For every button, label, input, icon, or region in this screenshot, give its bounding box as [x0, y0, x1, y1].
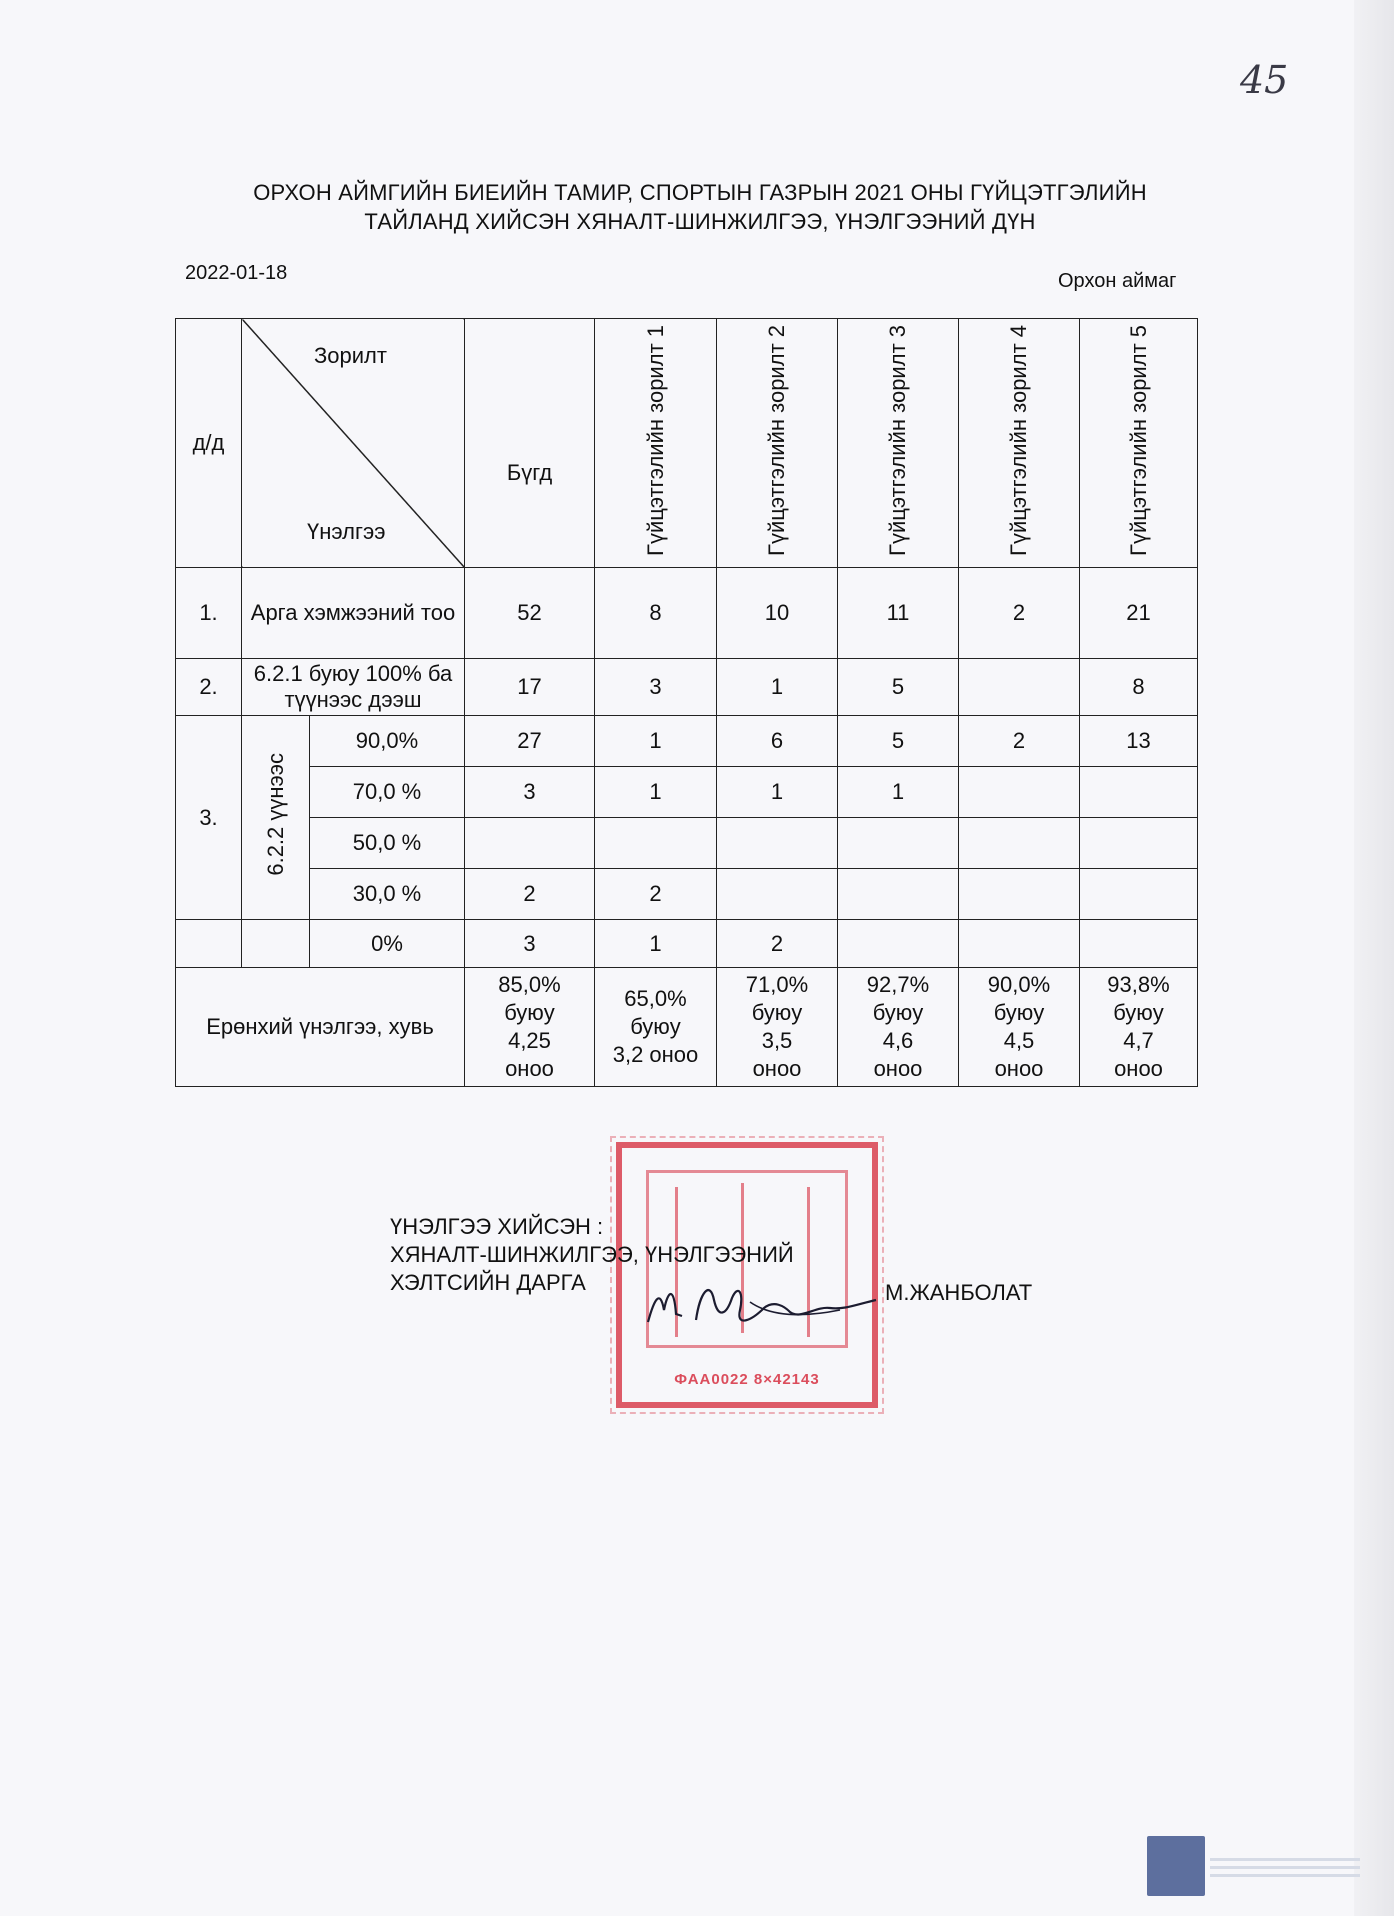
table-row	[176, 869, 1198, 920]
row-value: 5	[838, 716, 959, 767]
row-value	[717, 818, 838, 869]
group-label: 6.2.2 үүнээс	[262, 753, 288, 876]
header-row	[176, 319, 1198, 568]
document-date: 2022-01-18	[185, 262, 288, 284]
row-value	[1080, 767, 1198, 818]
row-value: 21	[1080, 568, 1198, 659]
signature-line-2: ХЯНАЛТ-ШИНЖИЛГЭЭ, ҮНЭЛГЭЭНИЙ	[390, 1242, 794, 1267]
row-value	[838, 869, 959, 920]
row-label: Арга хэмжээний тоо	[242, 568, 465, 659]
summary-line: буюу	[630, 1014, 681, 1039]
summary-line: 4,7	[1123, 1028, 1154, 1053]
header-total: Бүгд	[465, 319, 595, 568]
row-value	[717, 869, 838, 920]
sub-row-label: 90,0%	[310, 716, 465, 767]
row-value: 2	[595, 869, 717, 920]
row-total: 52	[465, 568, 595, 659]
row-value: 1	[717, 767, 838, 818]
summary-line: 85,0%	[498, 972, 561, 997]
summary-label: Ерөнхий үнэлгээ, хувь	[176, 968, 465, 1087]
empty-cell	[242, 920, 310, 968]
summary-goal-2	[717, 968, 838, 1087]
group-label-cell	[242, 716, 310, 920]
row-value: 1	[595, 767, 717, 818]
row-value: 1	[717, 659, 838, 716]
summary-line: оноо	[752, 1056, 802, 1081]
table-row	[176, 818, 1198, 869]
row-total: 3	[465, 920, 595, 968]
summary-line: оноо	[1114, 1056, 1163, 1081]
summary-goal-1	[595, 968, 717, 1087]
sub-row-label: 70,0 %	[310, 767, 465, 818]
header-goal-5-text: Гүйцэтгэлийн зорилт 5	[1125, 324, 1151, 556]
emblem-caption-mark	[1210, 1858, 1360, 1882]
row-value: 8	[1080, 659, 1198, 716]
header-goal-4-text: Гүйцэтгэлийн зорилт 4	[1006, 324, 1031, 556]
summary-line: оноо	[505, 1056, 554, 1081]
summary-goal-4	[959, 968, 1080, 1087]
summary-line: 4,25	[508, 1028, 551, 1053]
table-row	[176, 716, 1198, 767]
summary-row	[176, 968, 1198, 1087]
header-goal-5	[1080, 319, 1198, 568]
sub-row-label: 30,0 %	[310, 869, 465, 920]
header-evaluation-label: Үнэлгээ	[307, 519, 386, 544]
row-value: 3	[595, 659, 717, 716]
table-row	[176, 568, 1198, 659]
summary-line: оноо	[994, 1056, 1044, 1081]
summary-line: буюу	[751, 1000, 803, 1025]
row-total	[465, 818, 595, 869]
row-value	[1080, 869, 1198, 920]
results-table	[175, 318, 1198, 1087]
summary-line: 90,0%	[987, 972, 1051, 997]
row-value: 1	[838, 767, 959, 818]
table-row	[176, 659, 1198, 716]
signer-name: М.ЖАНБОЛАТ	[885, 1280, 1033, 1305]
row-value	[838, 920, 959, 968]
scan-edge	[1354, 0, 1394, 1916]
government-emblem-icon	[1147, 1836, 1205, 1896]
row-value: 2	[959, 568, 1080, 659]
row-value	[1080, 920, 1198, 968]
summary-line: 65,0%	[624, 986, 687, 1011]
row-value: 13	[1080, 716, 1198, 767]
summary-line: буюу	[993, 1000, 1045, 1025]
row-value: 2	[717, 920, 838, 968]
summary-line: оноо	[873, 1056, 923, 1081]
summary-line: буюу	[504, 1000, 555, 1025]
summary-line: 4,6	[882, 1028, 914, 1053]
document-place: Орхон аймаг	[1058, 270, 1177, 292]
row-value: 10	[717, 568, 838, 659]
summary-line: буюу	[1113, 1000, 1164, 1025]
header-goal-4	[959, 319, 1080, 568]
summary-goal-3	[838, 968, 959, 1087]
header-goal-1-text: Гүйцэтгэлийн зорилт 1	[642, 324, 668, 556]
row-value	[959, 818, 1080, 869]
row-value	[595, 818, 717, 869]
row-number: 1.	[176, 568, 242, 659]
header-goal-3	[838, 319, 959, 568]
summary-line: 92,7%	[866, 972, 930, 997]
handwritten-signature	[640, 1270, 880, 1340]
row-value: 11	[838, 568, 959, 659]
stamp-serial: ФАА0022 8×42143	[674, 1371, 820, 1388]
row-value: 1	[595, 716, 717, 767]
document-title	[150, 178, 1250, 236]
signature-line-1: ҮНЭЛГЭЭ ХИЙСЭН :	[390, 1214, 604, 1239]
title-line-2: ТАЙЛАНД ХИЙСЭН ХЯНАЛТ-ШИНЖИЛГЭЭ, ҮНЭЛГЭЭНИЙ ДҮН	[364, 209, 1036, 234]
row-number: 2.	[176, 659, 242, 716]
table-row	[176, 767, 1198, 818]
summary-line: 71,0%	[745, 972, 809, 997]
summary-line: 4,5	[1003, 1028, 1035, 1053]
row-total: 3	[465, 767, 595, 818]
row-value: 2	[959, 716, 1080, 767]
summary-line: 3,5	[761, 1028, 793, 1053]
sub-row-label: 0%	[310, 920, 465, 968]
row-total: 2	[465, 869, 595, 920]
empty-cell	[176, 920, 242, 968]
row-value	[838, 818, 959, 869]
row-label: 6.2.1 буюу 100% ба түүнээс дээш	[242, 659, 465, 716]
row-total: 27	[465, 716, 595, 767]
row-value: 5	[838, 659, 959, 716]
row-number: 3.	[176, 716, 242, 920]
row-total: 17	[465, 659, 595, 716]
header-number: д/д	[176, 319, 242, 568]
summary-line: 93,8%	[1107, 972, 1170, 997]
signature-line-3: ХЭЛТСИЙН ДАРГА	[390, 1270, 586, 1295]
row-value: 1	[595, 920, 717, 968]
sub-row-label: 50,0 %	[310, 818, 465, 869]
header-goal-2	[717, 319, 838, 568]
row-value	[1080, 818, 1198, 869]
row-value	[959, 869, 1080, 920]
row-value	[959, 920, 1080, 968]
page-number: 45	[1240, 58, 1289, 102]
row-value: 8	[595, 568, 717, 659]
summary-line: буюу	[872, 1000, 924, 1025]
summary-line: 3,2 оноо	[612, 1042, 699, 1067]
title-line-1: ОРХОН АЙМГИЙН БИЕИЙН ТАМИР, СПОРТЫН ГАЗРЫН 2021 ОНЫ ГҮЙЦЭТГЭЛИЙН	[253, 180, 1147, 205]
summary-goal-5	[1080, 968, 1198, 1087]
row-value	[959, 659, 1080, 716]
header-goal-label: Зорилт	[314, 343, 387, 368]
header-goal-2-text: Гүйцэтгэлийн зорилт 2	[764, 324, 789, 556]
summary-total	[465, 968, 595, 1087]
header-goal-3-text: Гүйцэтгэлийн зорилт 3	[885, 324, 910, 556]
header-goal-1	[595, 319, 717, 568]
table-row	[176, 920, 1198, 968]
row-value: 6	[717, 716, 838, 767]
row-value	[959, 767, 1080, 818]
header-diagonal-cell	[242, 319, 465, 568]
